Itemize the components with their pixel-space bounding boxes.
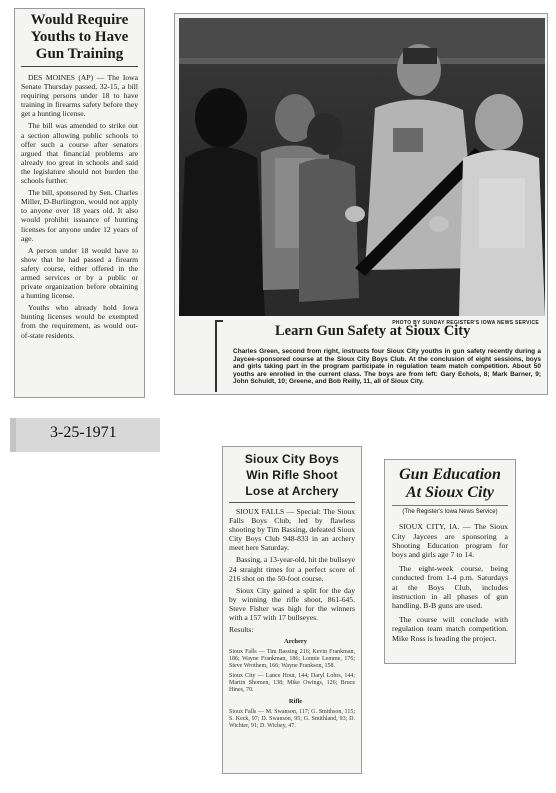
date-label-strip (10, 418, 160, 452)
article-paragraph: Bassing, a 13-year-old, hit the bullseye 24 straight times for a perfect score of 216 shot on the 50-foot course. (229, 555, 355, 583)
article-headline-line: At Sioux City (405, 484, 495, 501)
archery-label: Archery (284, 638, 307, 646)
headline-divider (229, 502, 355, 503)
news-service-label: (The Register's Iowa News Service) (392, 505, 508, 517)
article-paragraph: The course will conclude with regulation team match competition. Mike Ross is heading the project. (392, 614, 508, 643)
article-paragraph: SIOUX CITY, IA. — The Sioux City Jaycees are sponsoring a Shooting Education program for boys and girls age 7 to 14. (392, 522, 508, 560)
article-paragraph: The bill was amended to strike out a section allowing public schools to offer such a course after senators argued that financial problems are already too great in schools and said the legislature should not burden the schools further. (21, 121, 138, 186)
rifle-results: Sioux Falls — M. Swanson, 117; G. Smithson, 115; S. Keck, 97; D. Swanson, 95; G. Smithland, 93; D. Wichter, 91; D. Wichey, 47. (229, 709, 355, 730)
archery-results: Sioux City — Lance Hout, 144; Daryl Lohrs, 144; Martin Shomen, 138; Mike Owings, 126; Bruce Hines, 70. (229, 673, 355, 694)
photo-caption: Charles Green, second from right, instructs four Sioux City youths in gun safety recently during a Jaycee-sponsored course at the Sioux City Boys Club. At the conclusion of eight sessions, boys and girls taking part in the program participate in regulation team match competition. About 50 youths are enrolled in the current class. The boys are from left: Gary Echols, 8; Mark Barner, 9; John Schuldt, 10; Greene, and Bob Reilly, 11, all of Sioux City. (233, 348, 541, 386)
results-label: Results: (229, 625, 254, 635)
article-rifle-shoot (222, 446, 362, 774)
date-label: 3-25-1971 (50, 424, 117, 441)
article-paragraph: A person under 18 would have to show that he had passed a firearm safety course, either offered in the armed services or by a public or private organization before obtaining a hunting license. (21, 245, 138, 301)
article-headline-line: Gun Education (399, 466, 501, 483)
caption-bracket (215, 320, 223, 392)
article-headline: Would Require Youths to Have Gun Training (21, 12, 138, 67)
news-photo (179, 18, 545, 316)
article-headline: Learn Gun Safety at Sioux City (275, 323, 471, 339)
article-paragraph: DES MOINES (AP) — The Iowa Senate Thursday passed, 32-15, a bill requiring persons under 18 to have training in firearms safety before they get a hunting license. (21, 73, 138, 119)
article-paragraph: The eight-week course, being conducted from 1-4 p.m. Saturdays at the Boys Club, includes instruction in all phases of gun handling. B-B guns are used. (392, 563, 508, 611)
article-gun-training (14, 8, 145, 398)
photo-credit: PHOTO BY SUNDAY REGISTER'S IOWA NEWS SERVICE (392, 320, 539, 326)
article-headline-line: Sioux City Boys (244, 452, 340, 466)
article-paragraph: SIOUX FALLS — Special: The Sioux Falls Boys Club, led by flawless shooting by Tim Bassing, defeated Sioux City Boys Club 948-833 in an archery meet here Saturday. (229, 507, 355, 553)
article-gun-education (384, 459, 516, 664)
rifle-label: Rifle (288, 698, 303, 706)
article-headline-line: Lose at Archery (245, 484, 339, 498)
article-headline-line: Win Rifle Shoot (246, 468, 338, 482)
article-paragraph: The bill, sponsored by Sen. Charles Miller, D-Burlington, would not apply to anyone over 18 years old. It also would prohibit issuance of hunting licenses for anyone under 12 years of age. (21, 188, 138, 243)
article-gun-safety-photo (174, 13, 548, 395)
article-paragraph: Sioux City gained a split for the day by winning the rifle shoot, 861-645. Steve Fisher was high for the winners with a 157 with 17 bullseyes. (229, 585, 355, 623)
article-paragraph: Youths who already hold Iowa hunting licenses would be exempted from the requirement, as would out-of-state residents. (21, 303, 138, 340)
archery-results: Sioux Falls — Tim Bassing 216; Kevin Frankman, 186; Wayne Frankman, 186; Lonnie Lemme, 176; Steve Wrothem, 166; Wayne Frankson, 158. (229, 649, 355, 670)
